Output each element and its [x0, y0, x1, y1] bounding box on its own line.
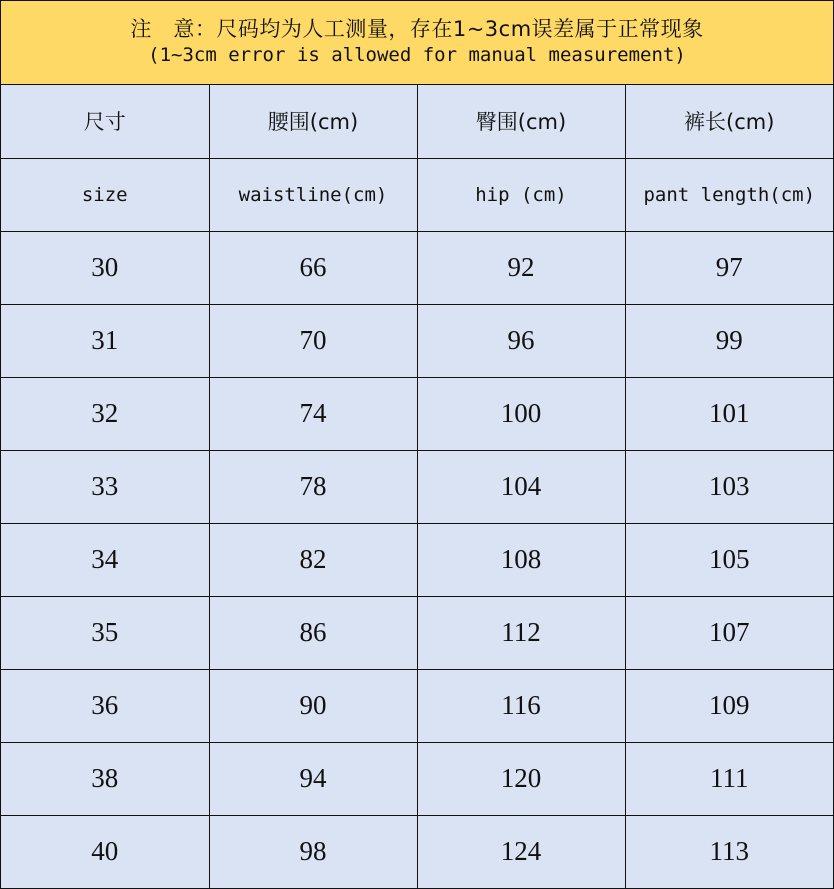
cell-size: 30: [1, 231, 209, 304]
notice-english-text: (1~3cm error is allowed for manual measurement): [148, 44, 686, 66]
cell-size: 40: [1, 815, 209, 888]
cell-pant-length: 101: [625, 377, 833, 450]
header-row-english: [1, 158, 833, 231]
header-cell-length-en: pant length(cm): [625, 158, 833, 231]
table-row: [1, 523, 833, 596]
cell-size: 34: [1, 523, 209, 596]
header-row-chinese: [1, 85, 833, 158]
cell-hip: 104: [417, 450, 625, 523]
cell-hip: 120: [417, 742, 625, 815]
size-table: [1, 85, 833, 888]
cell-size: 31: [1, 304, 209, 377]
cell-waistline: 78: [209, 450, 417, 523]
cell-hip: 108: [417, 523, 625, 596]
cell-hip: 100: [417, 377, 625, 450]
notice-chinese-text: 注 意：尺码均为人工测量，存在1~3cm误差属于正常现象: [130, 17, 704, 41]
cell-pant-length: 105: [625, 523, 833, 596]
cell-pant-length: 113: [625, 815, 833, 888]
cell-size: 32: [1, 377, 209, 450]
cell-size: 35: [1, 596, 209, 669]
table-row: [1, 815, 833, 888]
header-cell-hip-en: hip (cm): [417, 158, 625, 231]
table-row: [1, 231, 833, 304]
table-row: [1, 669, 833, 742]
header-cell-size-cn: 尺寸: [1, 85, 209, 158]
table-row: [1, 742, 833, 815]
cell-pant-length: 103: [625, 450, 833, 523]
cell-waistline: 86: [209, 596, 417, 669]
cell-waistline: 90: [209, 669, 417, 742]
cell-pant-length: 107: [625, 596, 833, 669]
cell-pant-length: 109: [625, 669, 833, 742]
header-cell-size-en: size: [1, 158, 209, 231]
cell-pant-length: 97: [625, 231, 833, 304]
cell-waistline: 98: [209, 815, 417, 888]
measurement-notice-banner: [1, 1, 833, 85]
cell-waistline: 82: [209, 523, 417, 596]
cell-hip: 124: [417, 815, 625, 888]
cell-waistline: 94: [209, 742, 417, 815]
cell-pant-length: 99: [625, 304, 833, 377]
header-cell-hip-cn: 臀围(cm): [417, 85, 625, 158]
cell-size: 38: [1, 742, 209, 815]
table-row: [1, 596, 833, 669]
cell-hip: 96: [417, 304, 625, 377]
table-row: [1, 450, 833, 523]
cell-hip: 92: [417, 231, 625, 304]
cell-hip: 116: [417, 669, 625, 742]
cell-size: 36: [1, 669, 209, 742]
cell-waistline: 66: [209, 231, 417, 304]
table-row: [1, 377, 833, 450]
cell-hip: 112: [417, 596, 625, 669]
cell-waistline: 74: [209, 377, 417, 450]
header-cell-waist-en: waistline(cm): [209, 158, 417, 231]
cell-pant-length: 111: [625, 742, 833, 815]
table-row: [1, 304, 833, 377]
cell-size: 33: [1, 450, 209, 523]
cell-waistline: 70: [209, 304, 417, 377]
header-cell-waist-cn: 腰围(cm): [209, 85, 417, 158]
header-cell-length-cn: 裤长(cm): [625, 85, 833, 158]
